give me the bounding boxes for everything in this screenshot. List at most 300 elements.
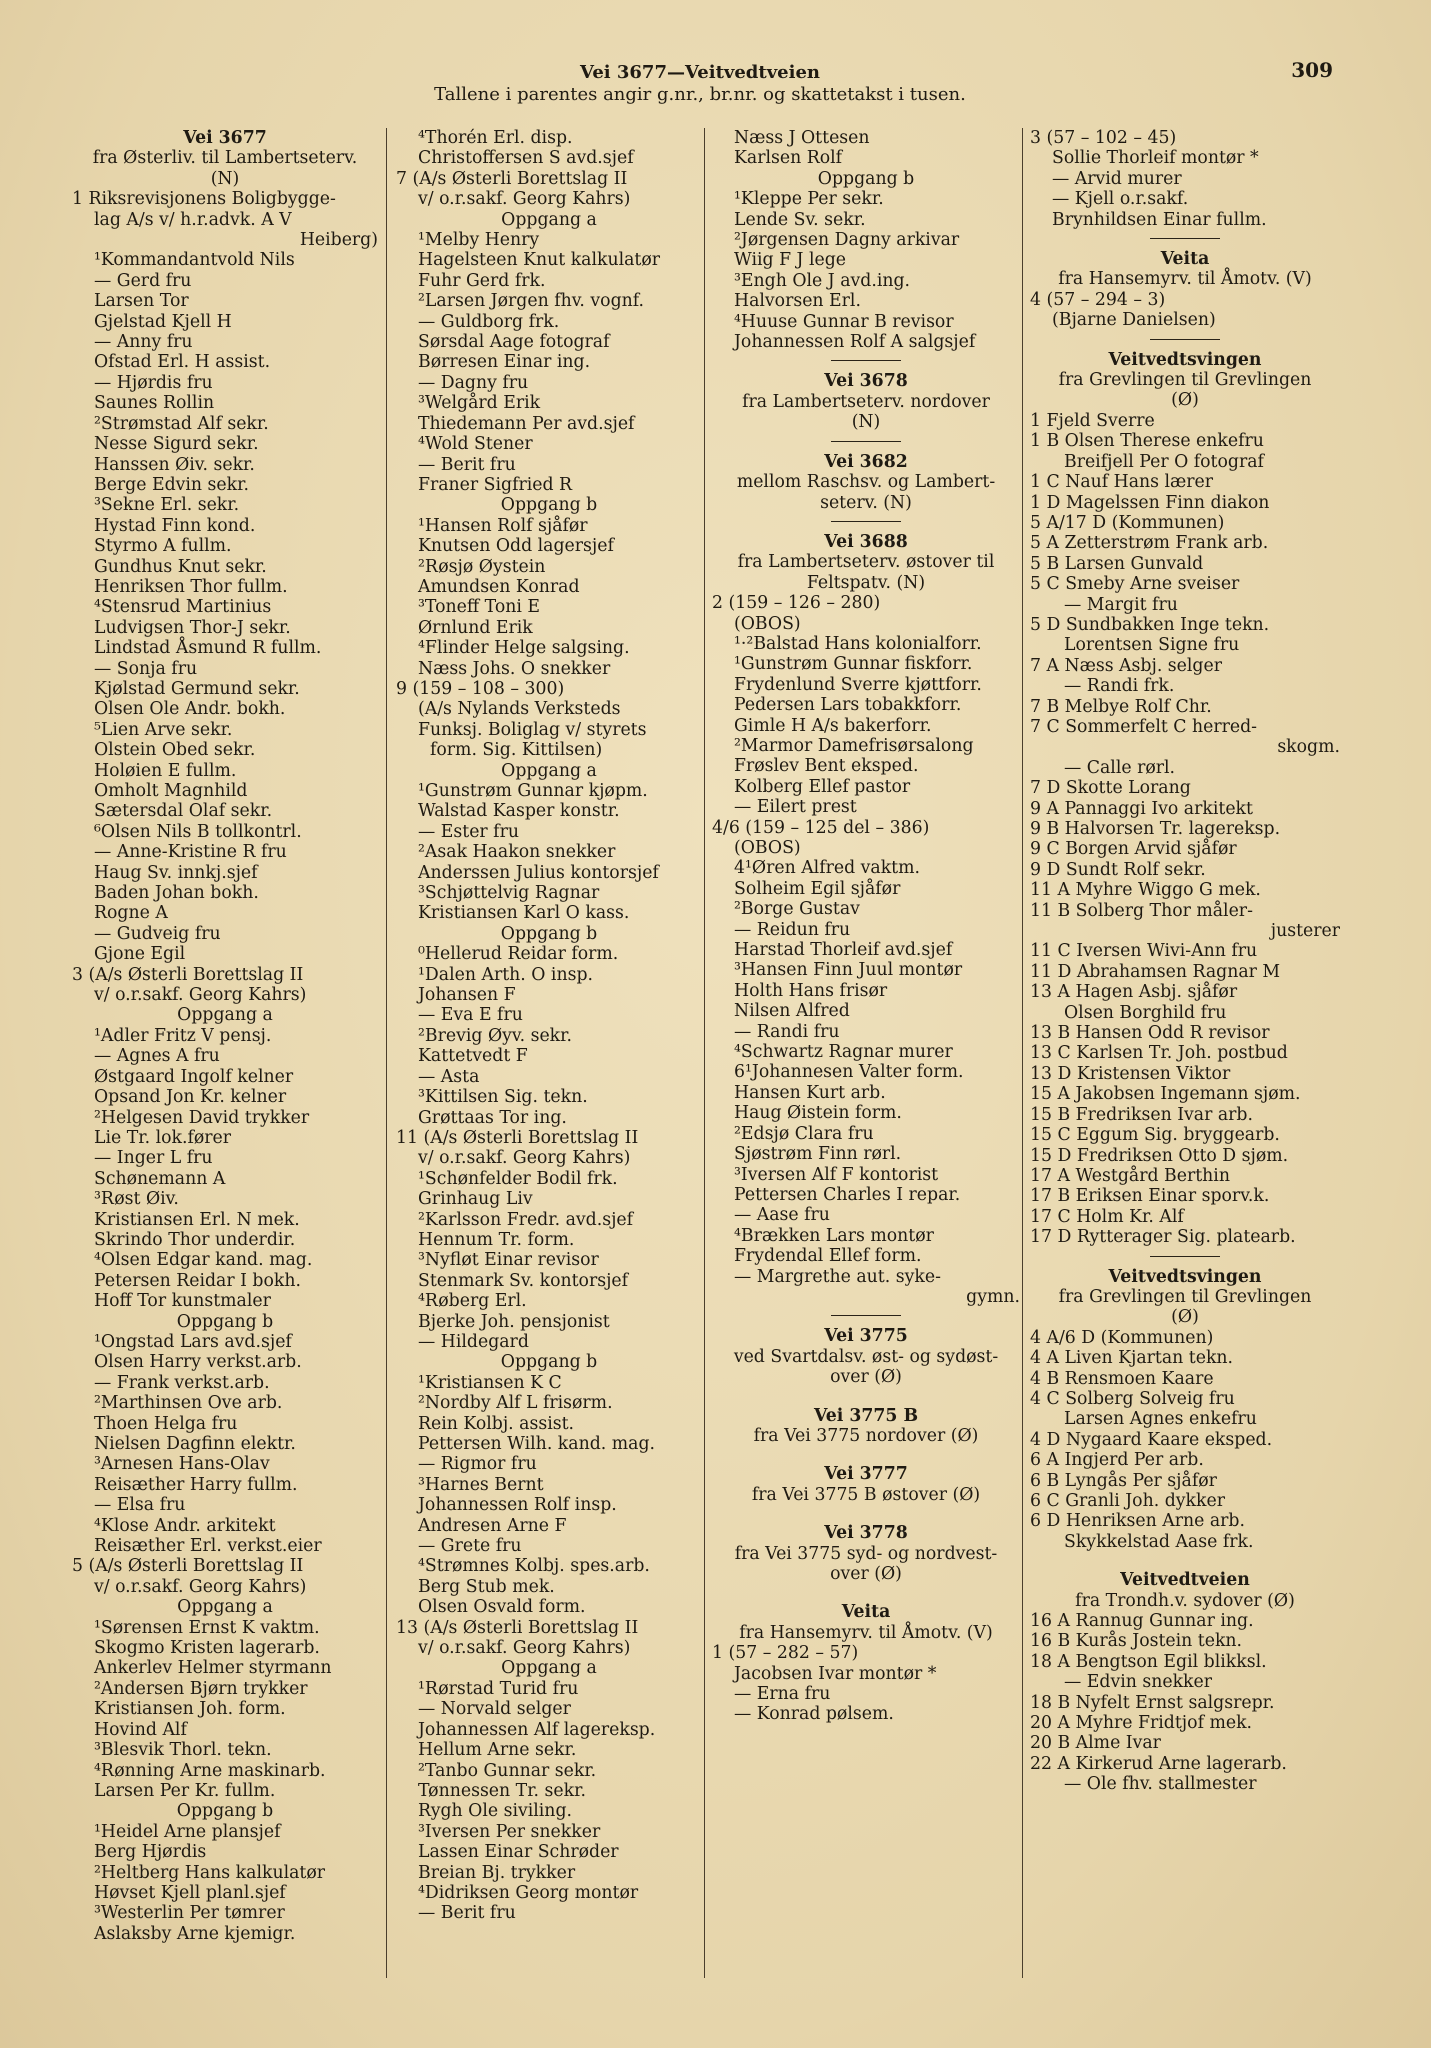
resident-entry: ²Jørgensen Dagny arkivar [734,230,960,251]
resident-entry: ⁴Wold Stener [418,434,533,455]
address-entry: 16 B Kurås Jostein tekn. [1030,1631,1243,1652]
section-separator [831,1315,901,1316]
resident-entry: Kjølstad Germund sekr. [94,678,300,699]
resident-entry: ¹Kristiansen K C [418,1372,562,1393]
resident-entry: Sjøstrøm Finn rørl. [734,1144,902,1165]
directory-column-4 [1030,128,1340,1795]
resident-entry: (OBOS) [734,613,801,634]
resident-entry: Halvorsen Erl. [734,291,861,312]
resident-entry: Rein Kolbj. assist. [418,1413,575,1434]
resident-entry: Holøien E fullm. [94,760,237,781]
resident-entry: — Elsa fru [94,1495,186,1516]
resident-entry: ³Toneff Toni E [418,597,540,618]
resident-entry: Haug Øistein form. [734,1103,902,1124]
resident-entry: Hoff Tor kunstmaler [94,1291,271,1312]
section-gap [712,1584,1020,1602]
page-number: 309 [1291,58,1333,82]
resident-entry: Frydendal Ellef form. [734,1246,922,1267]
entry-continuation: skogm. [1277,737,1340,758]
resident-entry: — Margrethe aut. syke- [734,1266,941,1287]
resident-entry: — Ester fru [418,821,519,842]
resident-entry: Thiedemann Per avd.sjef [418,413,635,434]
entry-continuation: gymn. [966,1286,1020,1307]
resident-entry: Frøslev Bent eksped. [734,756,919,777]
street-heading: Veita [841,1602,891,1623]
resident-entry: Johannessen Rolf insp. [418,1495,617,1516]
resident-entry: Fuhr Gerd frk. [418,270,546,291]
address-entry: 1 (57 – 282 – 57) [712,1643,859,1664]
address-entry: 17 A Westgård Berthin [1030,1165,1230,1186]
resident-entry: — Norvald selger [418,1699,571,1720]
resident-entry: ³Iversen Per snekker [418,1821,601,1842]
resident-entry: — Gudveig fru [94,923,221,944]
resident-entry: Brynhildsen Einar fullm. [1052,209,1267,230]
street-heading: Veitvedtsvingen [1108,1266,1262,1287]
resident-entry: Ludvigsen Thor-J sekr. [94,617,291,638]
resident-entry: — Berit fru [418,1903,516,1924]
resident-entry: ⁴Klose Andr. arkitekt [94,1515,276,1536]
resident-entry: Kristiansen Erl. N mek. [94,1209,300,1230]
resident-entry: Pettersen Wilh. kand. mag. [418,1434,656,1454]
resident-entry: ¹Sørensen Ernst K vaktm. [94,1617,320,1638]
address-entry: 20 B Alme Ivar [1030,1733,1161,1754]
resident-entry: Karlsen Rolf [734,148,843,169]
address-entry: 9 A Pannaggi Ivo arkitekt [1030,798,1253,819]
resident-entry: ³Røst Øiv. [94,1189,179,1210]
address-entry: 3 (A/s Østerli Borettslag II [72,964,304,985]
address-entry: 4 A/6 D (Kommunen) [1030,1327,1214,1348]
resident-entry: Sollie Thorleif montør * [1052,148,1259,169]
resident-entry: Gjelstad Kjell H [94,311,232,332]
address-entry: 13 D Kristensen Viktor [1030,1063,1231,1084]
street-description: fra Lambertseterv. nordover [742,391,990,412]
resident-entry: Skrindo Thor underdir. [94,1229,296,1250]
address-entry: 11 B Solberg Thor måler- [1030,900,1253,921]
street-description: fra Østerliv. til Lambertseterv. [92,148,358,169]
resident-entry: Baden Johan bokh. [94,883,259,904]
street-heading: Vei 3682 [824,451,908,472]
resident-entry: Hystad Finn kond. [94,515,256,536]
address-entry: 5 (A/s Østerli Borettslag II [72,1556,304,1577]
resident-entry: Knutsen Odd lagersjef [418,536,614,557]
resident-entry: Andresen Arne F [418,1515,567,1536]
resident-entry: lag A/s v/ h.r.advk. A V [94,209,292,230]
column-divider [1022,128,1023,1978]
address-entry: 6 A Ingjerd Per arb. [1030,1450,1204,1471]
resident-entry: — Reidun fru [734,919,851,940]
resident-entry: Kristiansen Karl O kass. [418,903,630,924]
address-entry: 1 D Magelssen Finn diakon [1030,492,1270,513]
address-entry: 11 D Abrahamsen Ragnar M [1030,961,1281,982]
resident-entry: — Eilert prest [734,797,857,818]
page-subtitle: Tallene i parentes angir g.nr., br.nr. og skattetakst i tusen. [434,84,966,105]
resident-entry: Gundhus Knut sekr. [94,556,267,577]
resident-entry: Pettersen Charles I repar. [734,1184,961,1205]
resident-entry: Næss J Ottesen [734,128,870,148]
resident-entry: Breian Bj. trykker [418,1862,576,1883]
address-entry: 5 B Larsen Gunvald [1030,553,1204,574]
address-entry: 13 A Hagen Asbj. sjåfør [1030,982,1238,1003]
address-entry: 18 A Bengtson Egil blikksl. [1030,1651,1267,1672]
resident-entry: ¹·²Balstad Hans kolonialforr. [734,633,982,654]
resident-entry: — Asta [418,1066,480,1087]
resident-entry: v/ o.r.sakf. Georg Kahrs) [94,985,307,1006]
resident-entry: Lindstad Åsmund R fullm. [94,638,322,659]
resident-entry: ¹Gunstrøm Gunnar fiskforr. [734,654,973,675]
resident-entry: Lie Tr. lok.fører [94,1127,232,1148]
resident-entry: ¹Gunstrøm Gunnar kjøpm. [418,781,648,801]
address-entry: 4 A Liven Kjartan tekn. [1030,1348,1234,1369]
resident-entry: ⁴Røberg Erl. [418,1291,527,1312]
resident-entry: Olstein Obed sekr. [94,740,256,761]
street-description: fra Grevlingen til Grevlingen [1058,1286,1312,1307]
resident-entry: ²Asak Haakon snekker [418,842,616,863]
address-entry: 15 B Fredriksen Ivar arb. [1030,1104,1253,1125]
address-entry: 1 Fjeld Sverre [1030,410,1155,431]
section-separator [1150,1256,1220,1257]
resident-entry: Olsen Harry verkst.arb. [94,1352,302,1373]
resident-entry: Lende Sv. sekr. [734,209,866,230]
resident-entry: — Ole fhv. stallmester [1064,1774,1257,1795]
street-description: fra Vei 3775 nordover (Ø) [753,1425,979,1446]
resident-entry: (Bjarne Danielsen) [1052,310,1216,331]
resident-entry: ¹Ongstad Lars avd.sjef [94,1331,292,1352]
resident-entry: ⁴Olsen Edgar kand. mag. [94,1250,313,1271]
resident-entry: ¹Melby Henry [418,230,540,251]
section-gap [712,1446,1020,1464]
resident-entry: Bjerke Joh. pensjonist [418,1311,610,1332]
resident-entry: Henriksen Thor fullm. [94,576,288,597]
resident-entry: ²Røsjø Øystein [418,556,546,577]
resident-entry: Schønemann A [94,1168,226,1189]
resident-entry: ²Edsjø Clara fru [734,1123,874,1144]
address-entry: 15 D Fredriksen Otto D sjøm. [1030,1145,1289,1166]
resident-entry: Reisæther Erl. verkst.eier [94,1536,322,1557]
resident-entry: ¹Heidel Arne plansjef [94,1821,281,1842]
resident-entry: ²Tanbo Gunnar sekr. [418,1760,597,1781]
address-entry: 6 B Lyngås Per sjåfør [1030,1470,1217,1491]
section-gap [712,1388,1020,1406]
resident-entry: ⁴Huuse Gunnar B revisor [734,311,954,332]
street-description: Oppgang b [817,168,915,189]
resident-entry: — Anny fru [94,332,193,353]
resident-entry: Næss Johs. O snekker [418,658,611,679]
resident-entry: Hagelsteen Knut kalkulatør [418,250,661,271]
section-separator [1150,238,1220,239]
resident-entry: ⁴Strømnes Kolbj. spes.arb. [418,1556,650,1577]
section-separator [1150,339,1220,340]
street-description: seterv. (N) [820,492,912,513]
resident-entry: ³Blesvik Thorl. tekn. [94,1740,272,1761]
resident-entry: — Erna fru [734,1684,831,1705]
resident-entry: ³Sekne Erl. sekr. [94,495,240,516]
resident-entry: — Rigmor fru [418,1454,537,1475]
street-description: mellom Raschsv. og Lambert- [736,472,996,493]
resident-entry: ²Strømstad Alf sekr. [94,413,269,434]
street-description: Oppgang a [177,1597,273,1618]
resident-entry: ¹Schønfelder Bodil frk. [418,1168,618,1189]
street-heading: Vei 3677 [183,128,267,148]
resident-entry: Styrmo A fullm. [94,536,232,557]
address-entry: 17 D Rytterager Sig. platearb. [1030,1227,1296,1248]
address-entry: 7 C Sommerfelt C herred- [1030,716,1258,737]
address-entry: 7 A Næss Asbj. selger [1030,655,1222,676]
street-description: fra Hansemyrv. til Åmotv. (V) [739,1622,993,1643]
street-description: Oppgang b [500,495,598,516]
resident-entry: Hennum Tr. form. [418,1229,575,1250]
resident-entry: — Gerd fru [94,270,192,291]
address-entry: 9 D Sundt Rolf sekr. [1030,859,1206,880]
resident-entry: Larsen Per Kr. fullm. [94,1780,276,1801]
address-entry: 17 B Eriksen Einar sporv.k. [1030,1186,1270,1207]
resident-entry: Aslaksby Arne kjemigr. [94,1923,296,1944]
resident-entry: Sørsdal Aage fotograf [418,332,610,353]
column-divider [704,128,705,1978]
address-entry: 22 A Kirkerud Arne lagerarb. [1030,1753,1287,1774]
resident-entry: Børresen Einar ing. [418,352,591,373]
resident-entry: — Agnes A fru [94,1046,220,1067]
resident-entry: Berge Edvin sekr. [94,474,249,495]
resident-entry: Holth Hans frisør [734,980,888,1001]
resident-entry: Lassen Einar Schrøder [418,1842,619,1863]
address-entry: 5 D Sundbakken Inge tekn. [1030,614,1270,635]
street-description: fra Vei 3775 B østover (Ø) [751,1484,981,1505]
address-entry: 5 C Smeby Arne sveiser [1030,574,1240,595]
street-heading: Vei 3778 [824,1523,908,1544]
street-description: fra Vei 3775 syd- og nordvest- [734,1543,998,1564]
resident-entry: Walstad Kasper konstr. [418,801,620,822]
resident-entry: Opsand Jon Kr. kelner [94,1087,287,1108]
directory-column-2 [396,128,702,1924]
resident-entry: Gjone Egil [94,944,186,965]
resident-entry: — Sonja fru [94,658,198,679]
address-entry: 9 (159 – 108 – 300) [396,678,565,699]
resident-entry: Rygh Ole siviling. [418,1801,572,1822]
resident-entry: ³Iversen Alf F kontorist [734,1164,939,1185]
resident-entry: ¹Kleppe Per sekr. [734,189,884,210]
street-description: Oppgang b [176,1311,274,1332]
resident-entry: Johannessen Alf lagereksp. [418,1719,656,1740]
resident-entry: Larsen Tor [94,291,189,312]
street-description: over (Ø) [830,1564,902,1584]
resident-entry: Frydenlund Sverre kjøttforr. [734,674,982,695]
resident-entry: ³Engh Ole J avd.ing. [734,270,911,291]
resident-entry: v/ o.r.sakf. Georg Kahrs) [418,189,631,210]
resident-entry: — Berit fru [418,454,516,475]
address-entry: 13 (A/s Østerli Borettslag II [396,1617,639,1638]
street-description: Oppgang b [500,923,598,944]
address-entry: 1 B Olsen Therese enkefru [1030,431,1264,452]
resident-entry: Lorentsen Signe fru [1064,635,1240,656]
address-entry: 7 (A/s Østerli Borettslag II [396,168,628,189]
address-entry: 20 A Myhre Fridtjof mek. [1030,1713,1253,1734]
street-description: Oppgang a [501,1658,597,1679]
resident-entry: ⁴Stensrud Martinius [94,597,272,618]
resident-entry: ¹Adler Fritz V pensj. [94,1025,272,1046]
address-entry: 16 A Rannug Gunnar ing. [1030,1611,1254,1632]
street-heading: Vei 3775 B [813,1405,919,1426]
resident-entry: Olsen Ole Andr. bokh. [94,699,286,720]
resident-entry: ⁴Flinder Helge salgsing. [418,638,630,659]
entry-continuation: Heiberg) [299,230,378,251]
resident-entry: Sætersdal Olaf sekr. [94,801,273,822]
resident-entry: — Calle rørl. [1064,757,1176,778]
resident-entry: ⁴Thorén Erl. disp. [418,128,573,148]
section-separator [831,441,901,442]
address-entry: 4/6 (159 – 125 del – 386) [712,817,930,838]
resident-entry: ⁴Didriksen Georg montør [418,1882,639,1903]
resident-entry: — Frank verkst.arb. [94,1372,270,1393]
address-entry: 13 C Karlsen Tr. Joh. postbud [1030,1043,1288,1064]
resident-entry: Berg Hjørdis [94,1842,207,1863]
resident-entry: ²Marthinsen Ove arb. [94,1393,283,1414]
street-description: fra Trondh.v. sydover (Ø) [1075,1590,1295,1611]
address-entry: 11 C Iversen Wivi-Ann fru [1030,941,1258,962]
resident-entry: ⁴Schwartz Ragnar murer [734,1042,953,1063]
address-entry: 4 D Nygaard Kaare eksped. [1030,1429,1273,1450]
resident-entry: ⁰Hellerud Reidar form. [418,944,619,965]
street-description: (Ø) [1171,390,1199,411]
resident-entry: — Anne-Kristine R fru [94,842,287,863]
resident-entry: Hellum Arne sekr. [418,1740,577,1761]
address-entry: 5 A/17 D (Kommunen) [1030,512,1225,533]
resident-entry: Amundsen Konrad [418,576,580,597]
resident-entry: Larsen Agnes enkefru [1064,1409,1257,1430]
address-entry: 4 (57 – 294 – 3) [1030,289,1166,310]
resident-entry: ²Nordby Alf L frisørm. [418,1393,613,1414]
resident-entry: ²Heltberg Hans kalkulatør [94,1862,326,1883]
address-entry: 4 C Solberg Solveig fru [1030,1388,1235,1409]
resident-entry: Funksj. Boliglag v/ styrets [418,719,647,740]
resident-entry: Solheim Egil sjåfør [734,878,901,899]
page-header [300,62,1100,106]
resident-entry: Berg Stub mek. [418,1576,555,1597]
address-entry: 1 Riksrevisjonens Boligbygge- [72,189,336,210]
address-entry: 4 B Rensmoen Kaare [1030,1368,1214,1389]
section-separator [831,360,901,361]
resident-entry: Haug Sv. innkj.sjef [94,862,258,883]
resident-entry: v/ o.r.sakf. Georg Kahrs) [418,1638,631,1659]
street-description: Oppgang a [177,1005,273,1026]
resident-entry: — Dagny fru [418,372,529,393]
address-entry: 15 C Eggum Sig. bryggearb. [1030,1125,1280,1146]
address-entry: 3 (57 – 102 – 45) [1030,128,1177,148]
street-heading: Vei 3688 [824,531,908,552]
directory-column-3 [712,128,1020,1725]
column-divider [386,128,387,1978]
resident-entry: Ankerlev Helmer styrmann [94,1658,332,1679]
resident-entry: — Arvid murer [1052,168,1182,189]
street-heading: Veitvedtsvingen [1108,349,1262,370]
resident-entry: Anderssen Julius kontorsjef [418,862,659,883]
resident-entry: — Kjell o.r.sakf. [1052,189,1189,210]
resident-entry: — Hjørdis fru [94,372,213,393]
resident-entry: ¹Rørstad Turid fru [418,1678,579,1699]
resident-entry: ¹Hansen Rolf sjåfør [418,515,588,536]
directory-column-1 [72,128,378,1944]
resident-entry: — Randi fru [734,1021,840,1042]
street-heading: Vei 3777 [824,1464,908,1485]
resident-entry: — Inger L fru [94,1148,213,1169]
resident-entry: — Eva E fru [418,1005,523,1026]
resident-entry: Omholt Magnhild [94,781,248,801]
address-entry: 7 D Skotte Lorang [1030,778,1191,799]
address-entry: 1 C Nauf Hans lærer [1030,472,1214,493]
resident-entry: ⁵Lien Arve sekr. [94,719,233,740]
street-description: Oppgang a [501,209,597,230]
address-entry: 5 A Zetterstrøm Frank arb. [1030,533,1269,554]
street-description: (N) [210,168,240,189]
street-description: Oppgang a [501,760,597,781]
street-description: (Ø) [1171,1307,1199,1328]
address-entry: 17 C Holm Kr. Alf [1030,1206,1184,1227]
resident-entry: ²Helgesen David trykker [94,1107,310,1128]
resident-entry: ³Harnes Bernt [418,1474,544,1495]
resident-entry: ⁴Brækken Lars montør [734,1225,934,1246]
street-description: fra Grevlingen til Grevlingen [1058,370,1312,391]
street-description: (N) [851,412,881,433]
resident-entry: (OBOS) [734,838,801,858]
resident-entry: Petersen Reidar I bokh. [94,1270,301,1291]
resident-entry: — Guldborg frk. [418,311,560,332]
resident-entry: Johansen F [418,985,516,1006]
resident-entry: Olsen Borghild fru [1064,1002,1227,1023]
address-entry: 9 C Borgen Arvid sjåfør [1030,839,1237,860]
resident-entry: Høvset Kjell planl.sjef [94,1882,286,1903]
entry-continuation: justerer [1270,921,1340,942]
resident-entry: Tønnessen Tr. sekr. [418,1780,586,1801]
resident-entry: Gimle H A/s bakerforr. [734,715,932,736]
resident-entry: — Margit fru [1064,594,1178,615]
resident-entry: Thoen Helga fru [94,1413,238,1434]
resident-entry: Ofstad Erl. H assist. [94,352,271,373]
section-gap [1030,1552,1340,1570]
resident-entry: Pedersen Lars tobakkforr. [734,695,962,716]
resident-entry: Christoffersen S avd.sjef [418,148,634,169]
resident-entry: ³Kittilsen Sig. tekn. [418,1087,588,1108]
resident-entry: ²Larsen Jørgen fhv. vognf. [418,291,645,312]
resident-entry: Reisæther Harry fullm. [94,1474,298,1495]
resident-entry: Harstad Thorleif avd.sjef [734,940,953,961]
address-entry: 7 B Melbye Rolf Chr. [1030,696,1212,717]
resident-entry: ²Marmor Damefrisørsalong [734,735,974,756]
resident-entry: Rogne A [94,903,168,924]
resident-entry: — Grete fru [418,1536,522,1557]
resident-entry: v/ o.r.sakf. Georg Kahrs) [94,1576,307,1597]
resident-entry: 6¹Johannesen Valter form. [734,1062,964,1083]
resident-entry: — Hildegard [418,1331,529,1352]
resident-entry: Skogmo Kristen lagerarb. [94,1638,320,1659]
address-entry: 9 B Halvorsen Tr. lagereksp. [1030,819,1281,839]
resident-entry: Hovind Alf [94,1719,187,1740]
resident-entry: Østgaard Ingolf kelner [94,1066,294,1087]
resident-entry: ⁶Olsen Nils B tollkontrl. [94,821,302,842]
page-title: Vei 3677—Veitvedtveien [580,62,820,83]
resident-entry: Franer Sigfried R [418,474,573,495]
street-description: over (Ø) [830,1367,902,1388]
resident-entry: form. Sig. Kittilsen) [430,740,603,761]
address-entry: 2 (159 – 126 – 280) [712,593,881,614]
street-description: Oppgang b [176,1801,274,1822]
address-entry: 6 D Henriksen Arne arb. [1030,1511,1245,1532]
resident-entry: Ørnlund Erik [418,617,533,638]
resident-entry: Wiig F J lege [734,250,847,271]
resident-entry: ³Schjøttelvig Ragnar [418,883,600,904]
resident-entry: ³Westerlin Per tømrer [94,1903,285,1924]
resident-entry: Nilsen Alfred [734,1001,850,1022]
address-entry: 6 C Granli Joh. dykker [1030,1491,1225,1511]
street-description: fra Hansemyrv. til Åmotv. (V) [1058,269,1312,290]
